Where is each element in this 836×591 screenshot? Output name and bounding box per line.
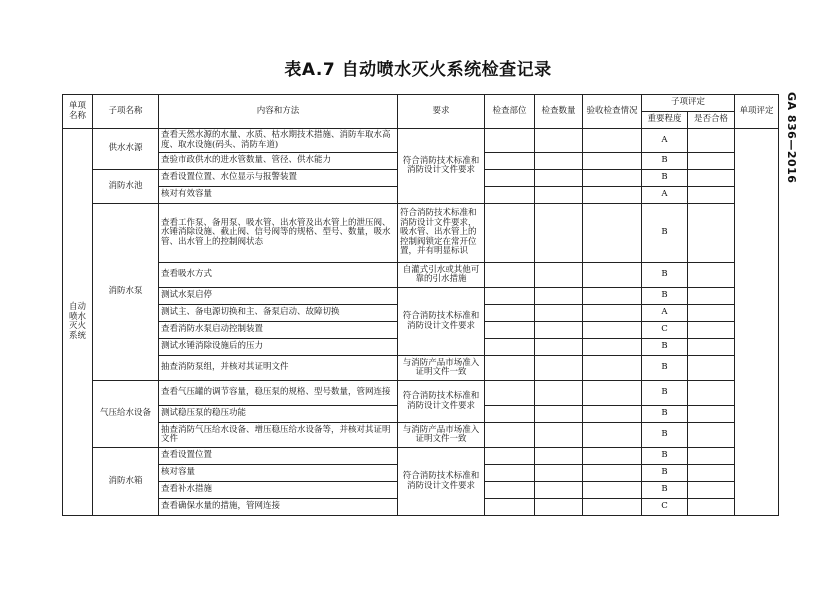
- quantity-cell[interactable]: [535, 356, 583, 381]
- content-cell: 测试主、备电源切换和主、备泵启动、故障切换: [159, 305, 398, 322]
- situation-cell[interactable]: [583, 381, 642, 406]
- quantity-cell[interactable]: [535, 305, 583, 322]
- quantity-cell[interactable]: [535, 406, 583, 423]
- table-row: [63, 423, 779, 448]
- qualified-cell[interactable]: [688, 129, 735, 153]
- content-cell: 测试水泵启停: [159, 288, 398, 305]
- table-row: [63, 204, 779, 263]
- standard-code: GA 836—2016: [785, 92, 798, 184]
- situation-cell[interactable]: [583, 305, 642, 322]
- quantity-cell[interactable]: [535, 423, 583, 448]
- situation-cell[interactable]: [583, 288, 642, 305]
- sub-item-cell: 供水水源: [93, 129, 159, 170]
- situation-cell[interactable]: [583, 356, 642, 381]
- content-cell: 查看吸水方式: [159, 263, 398, 288]
- content-cell: 抽查消防泵组，并核对其证明文件: [159, 356, 398, 381]
- header-content: 内容和方法: [159, 95, 398, 129]
- importance-cell: A: [642, 129, 688, 153]
- situation-cell[interactable]: [583, 448, 642, 465]
- location-cell[interactable]: [485, 263, 535, 288]
- header-situation: 验收检查情况: [583, 95, 642, 129]
- situation-cell[interactable]: [583, 263, 642, 288]
- importance-cell: B: [642, 153, 688, 170]
- quantity-cell[interactable]: [535, 448, 583, 465]
- requirement-cell: 符合消防技术标准和消防设计文件要求: [398, 129, 485, 204]
- situation-cell[interactable]: [583, 339, 642, 356]
- content-cell: 测试水锤消除设施后的压力: [159, 339, 398, 356]
- table-row: [63, 288, 779, 305]
- importance-cell: B: [642, 263, 688, 288]
- situation-cell[interactable]: [583, 423, 642, 448]
- location-cell[interactable]: [485, 482, 535, 499]
- header-requirement: 要求: [398, 95, 485, 129]
- table-row: [63, 129, 779, 153]
- requirement-cell: 自灌式引水或其他可靠的引水措施: [398, 263, 485, 288]
- importance-cell: B: [642, 482, 688, 499]
- header-unit-eval: 单项评定: [735, 95, 779, 129]
- quantity-cell[interactable]: [535, 381, 583, 406]
- location-cell[interactable]: [485, 153, 535, 170]
- importance-cell: B: [642, 170, 688, 187]
- qualified-cell[interactable]: [688, 381, 735, 406]
- location-cell[interactable]: [485, 465, 535, 482]
- qualified-cell[interactable]: [688, 465, 735, 482]
- importance-cell: B: [642, 356, 688, 381]
- quantity-cell[interactable]: [535, 153, 583, 170]
- qualified-cell[interactable]: [688, 204, 735, 263]
- qualified-cell[interactable]: [688, 288, 735, 305]
- location-cell[interactable]: [485, 170, 535, 187]
- quantity-cell[interactable]: [535, 322, 583, 339]
- situation-cell[interactable]: [583, 465, 642, 482]
- qualified-cell[interactable]: [688, 305, 735, 322]
- importance-cell: B: [642, 465, 688, 482]
- location-cell[interactable]: [485, 406, 535, 423]
- table-row: [63, 381, 779, 406]
- content-cell: 查看设置位置、水位显示与报警装置: [159, 170, 398, 187]
- situation-cell[interactable]: [583, 482, 642, 499]
- content-cell: 查看天然水源的水量、水质、枯水期技术措施、消防车取水高度、取水设施(码头、消防车道): [159, 129, 398, 153]
- importance-cell: C: [642, 499, 688, 516]
- page-title: 表A.7 自动喷水灭火系统检查记录: [284, 60, 552, 80]
- quantity-cell[interactable]: [535, 499, 583, 516]
- inspection-record-table: [62, 94, 779, 516]
- location-cell[interactable]: [485, 356, 535, 381]
- unit-name-cell: 自动喷水灭火系统: [63, 129, 93, 516]
- quantity-cell[interactable]: [535, 204, 583, 263]
- header-row: [63, 95, 779, 112]
- table-row: [63, 448, 779, 465]
- qualified-cell[interactable]: [688, 153, 735, 170]
- importance-cell: B: [642, 381, 688, 406]
- requirement-cell: 符合消防技术标准和消防设计文件要求: [398, 288, 485, 356]
- situation-cell[interactable]: [583, 129, 642, 153]
- requirement-cell: 与消防产品市场准入证明文件一致: [398, 423, 485, 448]
- quantity-cell[interactable]: [535, 465, 583, 482]
- sub-item-cell: 消防水池: [93, 170, 159, 204]
- content-cell: 查看确保水量的措施，管网连接: [159, 499, 398, 516]
- location-cell[interactable]: [485, 381, 535, 406]
- quantity-cell[interactable]: [535, 339, 583, 356]
- content-cell: 抽查消防气压给水设备、增压稳压给水设备等，并核对其证明文件: [159, 423, 398, 448]
- importance-cell: C: [642, 322, 688, 339]
- qualified-cell[interactable]: [688, 482, 735, 499]
- situation-cell[interactable]: [583, 499, 642, 516]
- content-cell: 查看气压罐的调节容量，稳压泵的规格、型号数量，管网连接: [159, 381, 398, 406]
- location-cell[interactable]: [485, 448, 535, 465]
- header-qualified: 是否合格: [688, 112, 735, 129]
- importance-cell: B: [642, 448, 688, 465]
- content-cell: 核对容量: [159, 465, 398, 482]
- requirement-cell: 与消防产品市场准入证明文件一致: [398, 356, 485, 381]
- quantity-cell[interactable]: [535, 170, 583, 187]
- content-cell: 查看补水措施: [159, 482, 398, 499]
- qualified-cell[interactable]: [688, 448, 735, 465]
- importance-cell: B: [642, 288, 688, 305]
- importance-cell: B: [642, 204, 688, 263]
- location-cell[interactable]: [485, 339, 535, 356]
- header-sub-eval: 子项评定: [642, 95, 735, 112]
- location-cell[interactable]: [485, 499, 535, 516]
- header-location: 检查部位: [485, 95, 535, 129]
- content-cell: 查验市政供水的进水管数量、管径、供水能力: [159, 153, 398, 170]
- location-cell[interactable]: [485, 204, 535, 263]
- qualified-cell[interactable]: [688, 499, 735, 516]
- content-cell: 查看设置位置: [159, 448, 398, 465]
- qualified-cell[interactable]: [688, 263, 735, 288]
- situation-cell[interactable]: [583, 204, 642, 263]
- quantity-cell[interactable]: [535, 129, 583, 153]
- qualified-cell[interactable]: [688, 339, 735, 356]
- location-cell[interactable]: [485, 129, 535, 153]
- requirement-cell: 符合消防技术标准和消防设计文件要求: [398, 381, 485, 423]
- sub-item-cell: 消防水箱: [93, 448, 159, 516]
- content-cell: 测试稳压泵的稳压功能: [159, 406, 398, 423]
- table-row: [63, 356, 779, 381]
- location-cell[interactable]: [485, 322, 535, 339]
- header-quantity: 检查数量: [535, 95, 583, 129]
- content-cell: 查看工作泵、备用泵、吸水管、出水管及出水管上的泄压阀、水锤消除设施、截止阀、信号阀等的规格、型号、数量，吸水管、出水管上的控制阀状态: [159, 204, 398, 263]
- header-sub-item: 子项名称: [93, 95, 159, 129]
- qualified-cell[interactable]: [688, 187, 735, 204]
- importance-cell: B: [642, 406, 688, 423]
- qualified-cell[interactable]: [688, 406, 735, 423]
- content-cell: 核对有效容量: [159, 187, 398, 204]
- location-cell[interactable]: [485, 288, 535, 305]
- sub-item-cell: 消防水泵: [93, 204, 159, 381]
- qualified-cell[interactable]: [688, 322, 735, 339]
- quantity-cell[interactable]: [535, 288, 583, 305]
- situation-cell[interactable]: [583, 187, 642, 204]
- importance-cell: A: [642, 187, 688, 204]
- requirement-cell: 符合消防技术标准和消防设计文件要求: [398, 448, 485, 516]
- importance-cell: B: [642, 339, 688, 356]
- requirement-cell: 符合消防技术标准和消防设计文件要求，吸水管、出水管上的控制阀锁定在常开位置，并有明显标识: [398, 204, 485, 263]
- qualified-cell[interactable]: [688, 170, 735, 187]
- situation-cell[interactable]: [583, 406, 642, 423]
- situation-cell[interactable]: [583, 153, 642, 170]
- header-importance: 重要程度: [642, 112, 688, 129]
- situation-cell[interactable]: [583, 322, 642, 339]
- location-cell[interactable]: [485, 187, 535, 204]
- unit-eval-cell[interactable]: [735, 129, 779, 516]
- situation-cell[interactable]: [583, 170, 642, 187]
- location-cell[interactable]: [485, 305, 535, 322]
- qualified-cell[interactable]: [688, 423, 735, 448]
- header-unit-name: 单项名称: [63, 95, 93, 129]
- sub-item-cell: 气压给水设备: [93, 381, 159, 448]
- importance-cell: A: [642, 305, 688, 322]
- table-row: [63, 263, 779, 288]
- quantity-cell[interactable]: [535, 187, 583, 204]
- content-cell: 查看消防水泵启动控制装置: [159, 322, 398, 339]
- qualified-cell[interactable]: [688, 356, 735, 381]
- location-cell[interactable]: [485, 423, 535, 448]
- quantity-cell[interactable]: [535, 263, 583, 288]
- importance-cell: B: [642, 423, 688, 448]
- quantity-cell[interactable]: [535, 482, 583, 499]
